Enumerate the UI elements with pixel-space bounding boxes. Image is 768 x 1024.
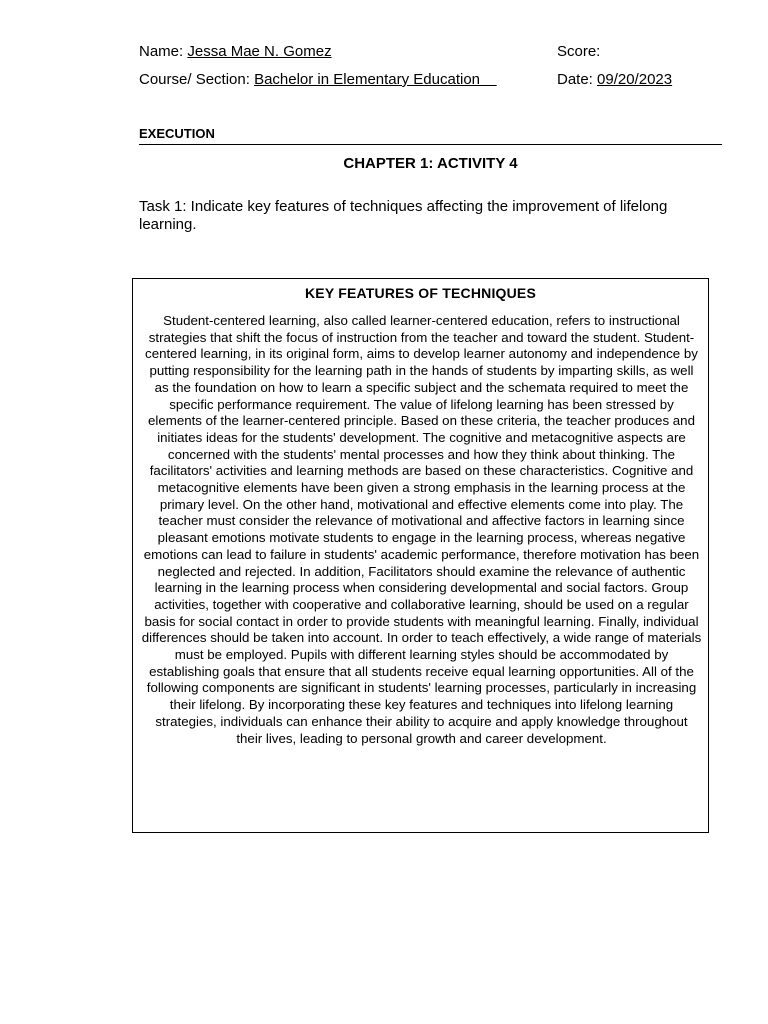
box-heading: KEY FEATURES OF TECHNIQUES — [304, 285, 537, 301]
section-divider — [139, 144, 722, 145]
course-value: Bachelor in Elementary Education — [254, 71, 497, 88]
score-row — [557, 43, 600, 61]
date-value: 09/20/2023 — [597, 71, 673, 88]
box-body-text: Student-centered learning, also called learner-centered education, refers to instructional strategies that shift the focus of instruction from the teacher and toward the student. Student-centered learning, in its original form, aims to develop learner autonomy and independence by putting responsibility for the learning path in the hands of students by imparting skills, as well as the foundation on how to learn a specific subject and the schemata required to meet the specific performance requirement. The value of lifelong learning has been stressed by elements of the learner-centered principle. Based on these criteria, the teacher produces and initiates ideas for the students' development. The cognitive and metacognitive aspects are concerned with the students' mental processes and how they think about thinking. The facilitators' activities and learning methods are based on these characteristics. Cognitive and metacognitive elements have been given a strong emphasis in the learning process at the primary level. On the other hand, motivational and effective elements come into play. The teacher must consider the relevance of motivational and affective factors in learning since pleasant emotions motivate students to engage in the learning process, whereas negative emotions can lead to failure in students' academic performance, therefore motivation has been neglected and rejected. In addition, Facilitators should examine the relevance of authentic learning in the learning process when considering developmental and social factors. Group activities, together with cooperative and collaborative learning, should be used on a regular basis for social contact in order to provide students with meaningful learning. Finally, individual differences should be taken into account. In order to teach effectively, a wide range of materials must be employed. Pupils with different learning styles should be accommodated by establishing goals that ensure that all students receive equal learning opportunities. All of the following components are significant in students' learning processes, particularly in increasing their lifelong. By incorporating these key features and techniques into lifelong learning strategies, individuals can enhance their ability to acquire and apply knowledge throughout their lives, leading to personal growth and career development. — [141, 313, 702, 746]
name-value: Jessa Mae N. Gomez — [187, 43, 332, 60]
course-label: Course/ Section: — [139, 71, 255, 88]
name-label: Name: — [139, 43, 188, 60]
task-instruction: Task 1: Indicate key features of techniques affecting the improvement of lifelong learning. — [139, 198, 668, 233]
score-label: Score: — [557, 43, 601, 60]
chapter-title: CHAPTER 1: ACTIVITY 4 — [343, 155, 518, 172]
key-features-box — [132, 278, 709, 833]
name-row — [139, 43, 332, 61]
date-label: Date: — [557, 71, 598, 88]
date-row — [557, 71, 672, 89]
course-row — [139, 71, 497, 89]
section-label: EXECUTION — [139, 126, 215, 141]
